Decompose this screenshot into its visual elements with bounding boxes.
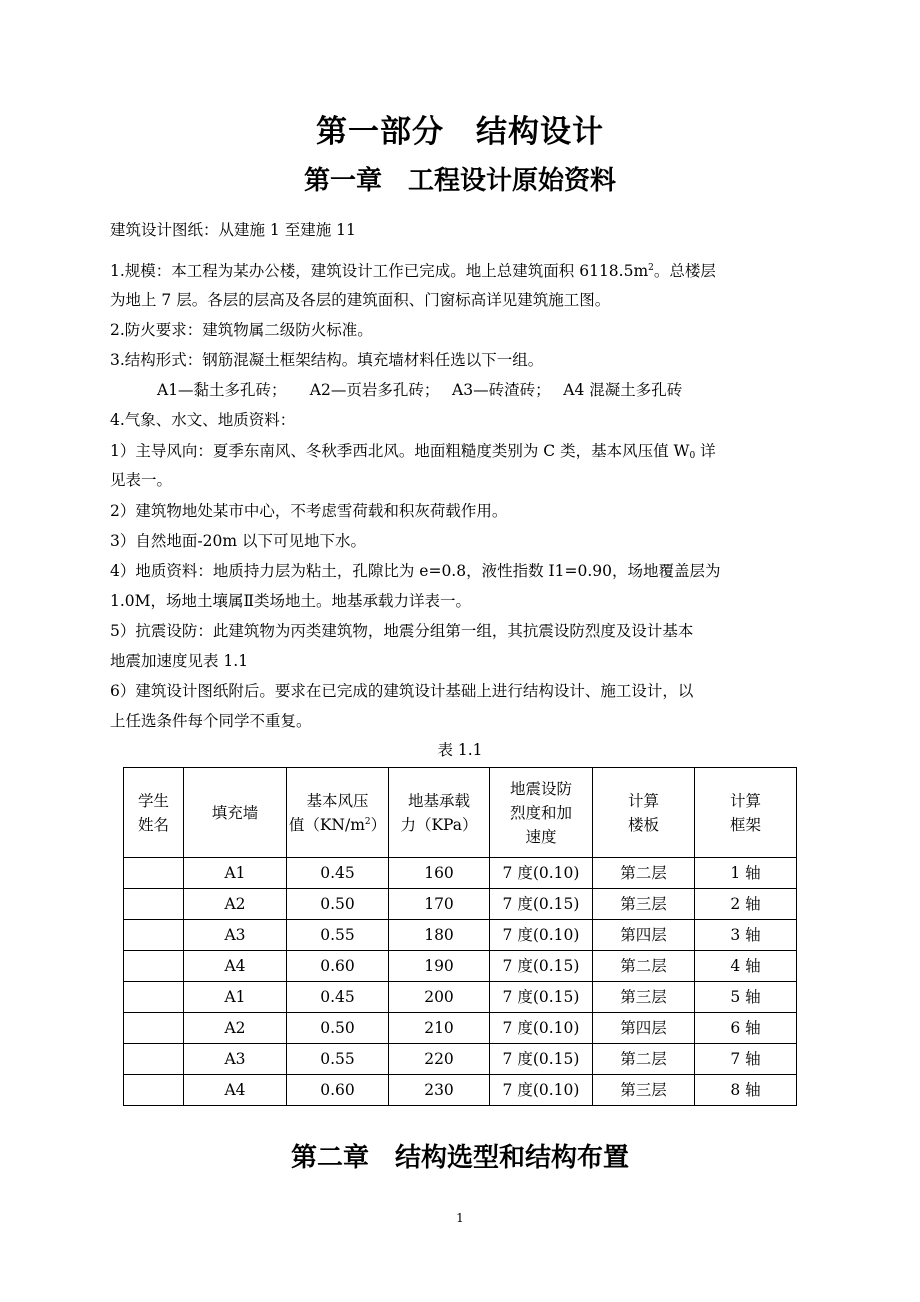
cell-student — [124, 982, 184, 1013]
cell-student — [124, 858, 184, 889]
cell-seismic: 7 度(0.15) — [490, 1044, 593, 1075]
cell-student — [124, 951, 184, 982]
cell-floor: 第二层 — [593, 858, 695, 889]
table-row — [124, 1075, 797, 1106]
paragraph-materials: A1—黏土多孔砖； A2—页岩多孔砖； A3—砖渣砖； A4 混凝土多孔砖 — [157, 381, 683, 399]
paragraph-water: 3）自然地面-20m 以下可见地下水。 — [110, 532, 366, 550]
paragraph-fire: 2.防火要求：建筑物属二级防火标准。 — [110, 321, 373, 339]
header-bearing: 地基承载 力（KPa） — [389, 768, 490, 858]
cell-wind: 0.45 — [287, 982, 389, 1013]
cell-wall: A1 — [184, 858, 287, 889]
cell-wind: 0.60 — [287, 1075, 389, 1106]
paragraph-seismic-line2: 地震加速度见表 1.1 — [110, 652, 249, 670]
cell-frame: 3 轴 — [695, 920, 797, 951]
cell-seismic: 7 度(0.10) — [490, 858, 593, 889]
chapter2-title: 第二章 结构选型和结构布置 — [290, 1143, 629, 1173]
cell-wall: A4 — [184, 951, 287, 982]
cell-student — [124, 1013, 184, 1044]
cell-frame: 4 轴 — [695, 951, 797, 982]
paragraph-snow: 2）建筑物地处某市中心，不考虑雪荷载和积灰荷载作用。 — [110, 502, 508, 520]
cell-floor: 第二层 — [593, 951, 695, 982]
cell-frame: 5 轴 — [695, 982, 797, 1013]
cell-seismic: 7 度(0.10) — [490, 920, 593, 951]
cell-bearing: 170 — [389, 889, 490, 920]
cell-floor: 第三层 — [593, 889, 695, 920]
header-floor: 计算 楼板 — [593, 768, 695, 858]
paragraph-seismic-line1: 5）抗震设防：此建筑物为丙类建筑物，地震分组第一组，其抗震设防烈度及设计基本 — [110, 622, 694, 640]
paragraph-geo-line1: 4）地质资料：地质持力层为粘土，孔隙比为 e=0.8，液性指数 I1=0.90，场地覆盖层为 — [110, 562, 721, 580]
header-wind-pressure: 基本风压 值$(KN/m^2)$ — [287, 768, 389, 858]
cell-floor: 第二层 — [593, 1044, 695, 1075]
cell-bearing: 180 — [389, 920, 490, 951]
cell-floor: 第三层 — [593, 982, 695, 1013]
table-row — [124, 889, 797, 920]
cell-seismic: 7 度(0.10) — [490, 1013, 593, 1044]
cell-seismic: 7 度(0.10) — [490, 1075, 593, 1106]
paragraph-attach-line1: 6）建筑设计图纸附后。要求在已完成的建筑设计基础上进行结构设计、施工设计，以 — [110, 682, 694, 700]
cell-frame: 8 轴 — [695, 1075, 797, 1106]
paragraph-wind-line1: 1）主导风向：夏季东南风、冬秋季西北风。地面粗糙度类别为 C 类，基本风压值 $W_0$ 详 — [110, 442, 716, 461]
paragraph-geo-line2: 1.0M，场地土壤属Ⅱ类场地土。地基承载力详表一。 — [110, 592, 472, 610]
table-row — [124, 951, 797, 982]
cell-wall: A2 — [184, 1013, 287, 1044]
cell-frame: 7 轴 — [695, 1044, 797, 1075]
table-header-row — [124, 768, 797, 858]
cell-wall: A3 — [184, 920, 287, 951]
table-row — [124, 1013, 797, 1044]
cell-bearing: 230 — [389, 1075, 490, 1106]
table-row — [124, 1044, 797, 1075]
cell-wind: 0.50 — [287, 1013, 389, 1044]
cell-wall: A3 — [184, 1044, 287, 1075]
cell-frame: 1 轴 — [695, 858, 797, 889]
cell-frame: 2 轴 — [695, 889, 797, 920]
cell-wind: 0.55 — [287, 920, 389, 951]
cell-student — [124, 1075, 184, 1106]
cell-bearing: 210 — [389, 1013, 490, 1044]
cell-wind: 0.45 — [287, 858, 389, 889]
table-row — [124, 982, 797, 1013]
page-number: 1 — [456, 1211, 464, 1225]
cell-wall: A1 — [184, 982, 287, 1013]
cell-frame: 6 轴 — [695, 1013, 797, 1044]
chapter-title: 第一章 工程设计原始资料 — [303, 166, 616, 196]
paragraph-attach-line2: 上任选条件每个同学不重复。 — [110, 712, 312, 730]
cell-seismic: 7 度(0.15) — [490, 889, 593, 920]
cell-bearing: 190 — [389, 951, 490, 982]
paragraph-scale-line2: 为地上 7 层。各层的层高及各层的建筑面积、门窗标高详见建筑施工图。 — [110, 291, 611, 309]
cell-wind: 0.50 — [287, 889, 389, 920]
cell-floor: 第四层 — [593, 1013, 695, 1044]
header-wall: 填充墙 — [184, 768, 287, 858]
cell-bearing: 160 — [389, 858, 490, 889]
table-row — [124, 858, 797, 889]
cell-wind: 0.60 — [287, 951, 389, 982]
paragraph-scale-line1: 1.规模：本工程为某办公楼，建筑设计工作已完成。地上总建筑面积 $6118.5m^2$。总楼层 — [110, 262, 716, 280]
header-seismic: 地震设防 烈度和加 速度 — [490, 768, 593, 858]
cell-student — [124, 889, 184, 920]
cell-wall: A4 — [184, 1075, 287, 1106]
paragraph-weather: 4.气象、水文、地质资料： — [110, 411, 296, 429]
paragraph-structure: 3.结构形式：钢筋混凝土框架结构。填充墙材料任选以下一组。 — [110, 351, 544, 369]
part-title: 第一部分 结构设计 — [316, 114, 604, 150]
cell-wind: 0.55 — [287, 1044, 389, 1075]
table-caption: 表 1.1 — [437, 741, 483, 759]
cell-wall: A2 — [184, 889, 287, 920]
paragraph-drawings: 建筑设计图纸：从建施 1 至建施 11 — [110, 221, 356, 239]
header-frame: 计算 框架 — [695, 768, 797, 858]
cell-floor: 第三层 — [593, 1075, 695, 1106]
cell-seismic: 7 度(0.15) — [490, 982, 593, 1013]
cell-floor: 第四层 — [593, 920, 695, 951]
data-table — [123, 767, 797, 1106]
header-student: 学生 姓名 — [124, 768, 184, 858]
cell-student — [124, 1044, 184, 1075]
cell-seismic: 7 度(0.15) — [490, 951, 593, 982]
table-row — [124, 920, 797, 951]
cell-bearing: 200 — [389, 982, 490, 1013]
paragraph-wind-line2: 见表一。 — [110, 471, 173, 489]
cell-bearing: 220 — [389, 1044, 490, 1075]
cell-student — [124, 920, 184, 951]
